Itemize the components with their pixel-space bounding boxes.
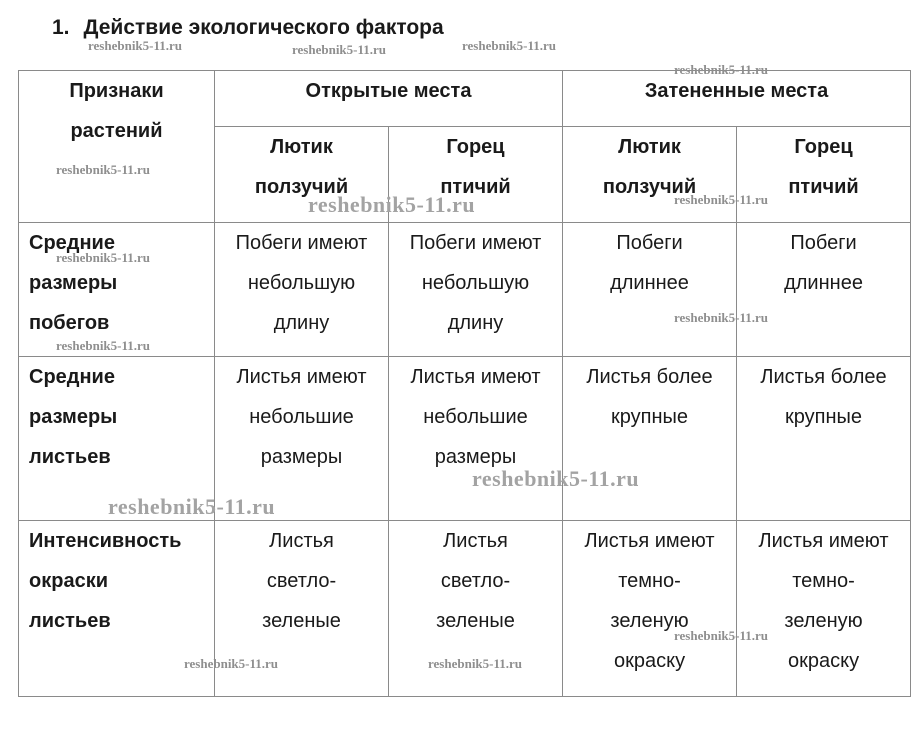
table-cell: Листья светло- зеленые (389, 521, 563, 697)
page-title (52, 16, 444, 40)
watermark: reshebnik5-11.ru (472, 466, 640, 491)
species-header: Лютик ползучий (563, 127, 737, 223)
table-cell: Листья более крупные (563, 357, 737, 521)
table-row (19, 223, 911, 357)
watermark: reshebnik5-11.ru (292, 42, 387, 57)
table-cell: Листья имеют небольшие размеры (215, 357, 389, 521)
watermark: reshebnik5-11.ru (184, 656, 279, 671)
row-label: Средние размеры побегов (19, 223, 215, 357)
watermark: reshebnik5-11.ru (308, 192, 476, 217)
watermark: reshebnik5-11.ru (56, 338, 151, 353)
watermark: reshebnik5-11.ru (108, 494, 276, 519)
watermark: reshebnik5-11.ru (674, 192, 769, 207)
species-header: Лютик ползучий (215, 127, 389, 223)
watermark: reshebnik5-11.ru (674, 628, 769, 643)
header-row-groups (19, 71, 911, 127)
title-text: Действие экологического фактора (83, 16, 444, 39)
row-label: Средние размеры листьев (19, 357, 215, 521)
title-number: 1. (52, 16, 70, 39)
table-cell: Побеги имеют небольшую длину (389, 223, 563, 357)
open-places-header: Открытые места (215, 71, 563, 127)
ecology-table (18, 70, 911, 697)
table-cell: Побеги длиннее (563, 223, 737, 357)
table-cell: Листья имеют темно- зеленую окраску (737, 521, 911, 697)
row-label: Интенсивность окраски листьев (19, 521, 215, 697)
watermark: reshebnik5-11.ru (674, 62, 769, 77)
shaded-places-header: Затененные места (563, 71, 911, 127)
watermark: reshebnik5-11.ru (56, 250, 151, 265)
watermark: reshebnik5-11.ru (56, 162, 151, 177)
watermark: reshebnik5-11.ru (462, 38, 557, 53)
table-cell: Побеги длиннее (737, 223, 911, 357)
table-row (19, 357, 911, 521)
table-cell: Листья более крупные (737, 357, 911, 521)
table-cell: Листья имеют небольшие размеры (389, 357, 563, 521)
watermark: reshebnik5-11.ru (674, 310, 769, 325)
table-cell: Листья светло- зеленые (215, 521, 389, 697)
species-header: Горец птичий (389, 127, 563, 223)
table-row (19, 521, 911, 697)
watermark: reshebnik5-11.ru (428, 656, 523, 671)
table-cell: Листья имеют темно- зеленую окраску (563, 521, 737, 697)
watermark: reshebnik5-11.ru (88, 38, 183, 53)
species-header: Горец птичий (737, 127, 911, 223)
table-cell: Побеги имеют небольшую длину (215, 223, 389, 357)
traits-header: Признаки растений (19, 71, 215, 223)
